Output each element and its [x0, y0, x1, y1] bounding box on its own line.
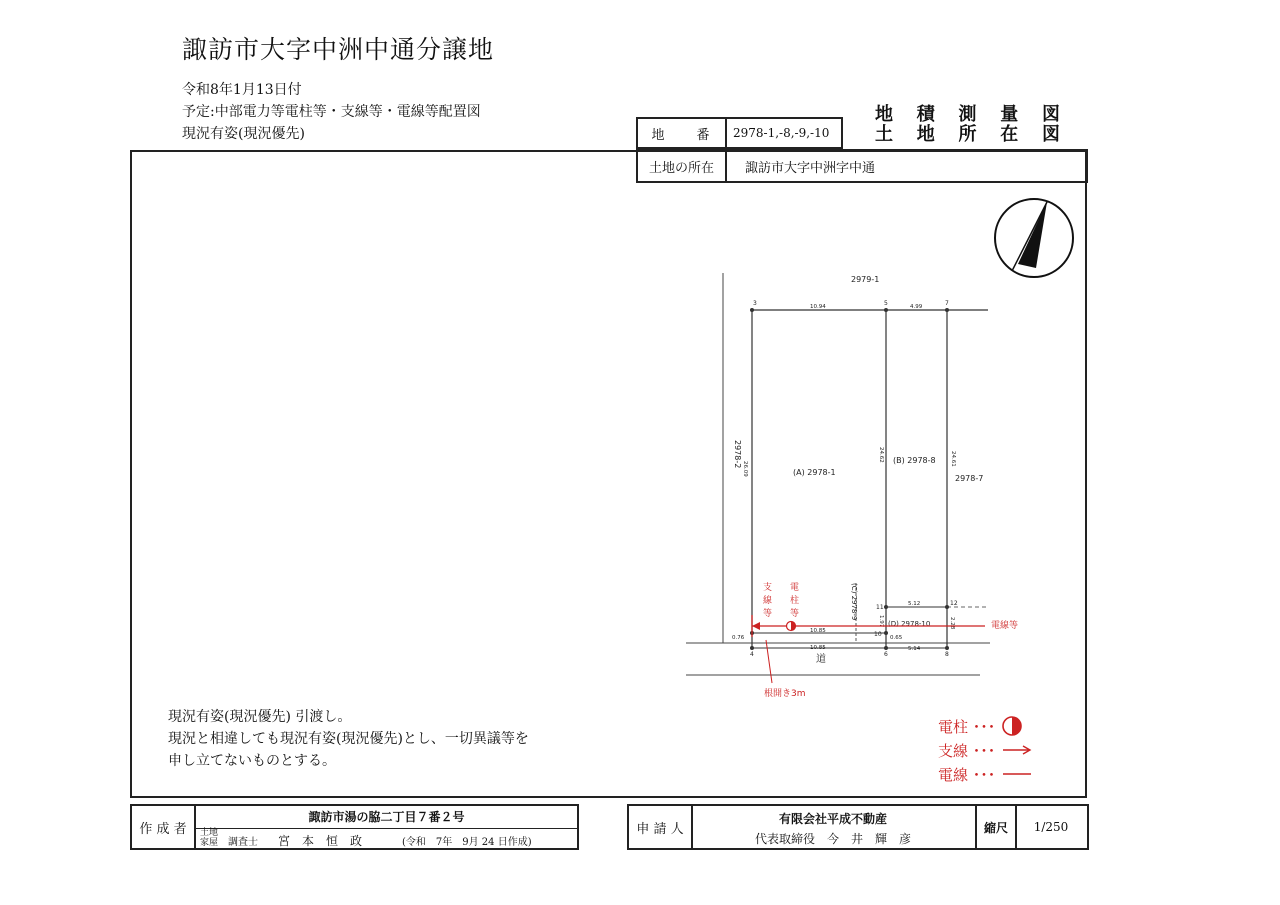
- point-number: 8: [945, 651, 949, 658]
- dim-label: 0.65: [890, 635, 903, 641]
- point-number: 6: [884, 651, 888, 658]
- survey-map: [680, 265, 1019, 705]
- applicant-rep: 代表取締役 今 井 輝 彦: [754, 832, 911, 846]
- dim-label: 26.09: [742, 461, 748, 477]
- lot-label-c: (C) 2978-9: [850, 583, 858, 621]
- doc-title-row-1: 地 積 測 量 図: [875, 104, 1060, 125]
- lot-label-b: (B) 2978-8: [893, 456, 936, 465]
- author-address: 諏訪市湯の脇二丁目７番２号: [196, 806, 577, 829]
- legend-pole: 電柱 ･･･: [938, 714, 1033, 738]
- dim-label: 5.12: [908, 601, 921, 607]
- point-number: 5: [884, 300, 888, 307]
- author-label: 作 成 者: [132, 806, 196, 848]
- author-name: 宮 本 恒 政: [278, 834, 363, 848]
- wire-label: 電線等: [991, 621, 1019, 631]
- stay-wire-label-char: 線: [763, 596, 773, 606]
- author-role: 調査士: [228, 837, 258, 848]
- applicant-label: 申 請 人: [629, 806, 693, 848]
- note-line: 現況有姿(現況優先) 引渡し。: [168, 709, 352, 725]
- half-filled-circle-icon: [1001, 715, 1023, 737]
- legend-stay-wire: 支線 ･･･: [938, 738, 1033, 762]
- dim-label: 24.62: [878, 447, 884, 463]
- dim-label: 10.94: [810, 304, 826, 310]
- condition-line: 現況有姿(現況優先): [182, 126, 305, 142]
- date-line: 令和8年1月13日付: [182, 82, 302, 98]
- arrow-right-icon: [1001, 743, 1033, 757]
- line-icon: [1001, 767, 1033, 781]
- dim-label: 10.85: [810, 628, 826, 634]
- legend-wire: 電線 ･･･: [938, 762, 1033, 786]
- scale-value: 1/250: [1033, 820, 1069, 834]
- point-number: 3: [753, 300, 757, 307]
- road-label: 道: [816, 654, 826, 665]
- lot-label-east: 2978-7: [955, 474, 984, 483]
- lot-label-north: 2979-1: [851, 275, 880, 284]
- stay-wire-label-char: 支: [763, 583, 773, 593]
- pole-label-char: 電: [790, 583, 800, 593]
- lot-label-west: 2978-2: [733, 440, 742, 469]
- note-line: 申し立てないものとする。: [168, 753, 336, 769]
- scale-label: 縮尺: [975, 806, 1017, 848]
- doc-title-row-2: 土 地 所 在 図: [875, 124, 1060, 145]
- dim-label: 2.28: [949, 617, 955, 630]
- point-number: 7: [945, 300, 949, 307]
- location-value: 諏訪市大字中洲字中通: [725, 149, 1088, 183]
- chiban-label: 地 番: [636, 117, 727, 149]
- applicant-company: 有限会社平成不動産: [778, 812, 887, 826]
- plan-description: 予定:中部電力等電柱等・支線等・電線等配置図: [182, 104, 481, 120]
- legend: [938, 714, 1033, 786]
- applicant-box: [627, 804, 1089, 850]
- dim-label: 5.14: [908, 646, 921, 652]
- pole-label-char: 等: [790, 609, 800, 619]
- author-date: (令和 7年 9月 24 日作成): [402, 837, 532, 848]
- dim-label: 24.61: [950, 451, 956, 467]
- dim-label: 10.85: [810, 645, 826, 651]
- author-box: [130, 804, 579, 850]
- location-label: 土地の所在: [636, 149, 727, 183]
- lot-label-d: (D) 2978-10: [888, 620, 931, 628]
- chiban-value: 2978-1,-8,-9,-10: [725, 117, 843, 149]
- dim-label: 4.99: [910, 304, 923, 310]
- pole-label-char: 柱: [790, 596, 800, 606]
- root-spread-label: 根開き3m: [764, 689, 806, 699]
- point-number: 11: [876, 604, 884, 611]
- lot-label-a: (A) 2978-1: [793, 468, 836, 477]
- point-number: 4: [750, 651, 754, 658]
- note-line: 現況と相違しても現況有姿(現況優先)とし、一切異議等を: [168, 731, 529, 747]
- stay-wire-label-char: 等: [763, 609, 773, 619]
- dim-label: 0.76: [732, 635, 745, 641]
- point-number: 12: [950, 600, 958, 607]
- author-type: 土地 家屋: [200, 828, 219, 848]
- page-title: 諏訪市大字中洲中通分譲地: [182, 35, 495, 64]
- dim-label: 1.97: [878, 615, 884, 628]
- point-number: 10: [874, 631, 882, 638]
